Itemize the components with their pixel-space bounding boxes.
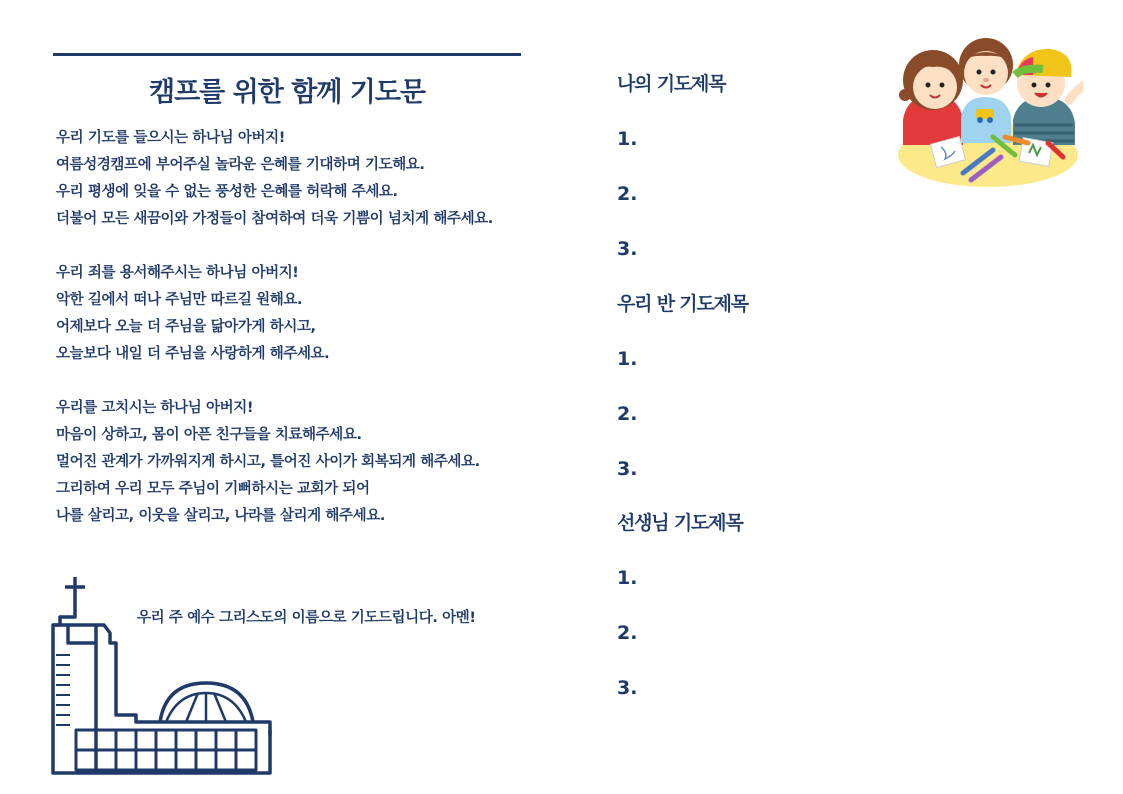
prayer-line: 어제보다 오늘 더 주님을 닮아가게 하시고, [56,319,316,335]
prayer-item: 1. [617,128,638,150]
prayer-paragraph-3 [56,395,556,530]
section-title: 나의 기도제목 [617,73,726,95]
kids-illustration [893,25,1083,199]
class-prayer-section [617,291,748,482]
prayer-line: 나를 살리고, 이웃을 살리고, 나라를 살리게 해주세요. [56,508,385,524]
prayer-line: 우리를 고치시는 하나님 아버지! [56,400,254,416]
title-rule [53,53,521,56]
prayer-item: 1. [617,567,638,589]
prayer-line: 멀어진 관계가 가까워지게 하시고, 틀어진 사이가 회복되게 해주세요. [56,454,480,470]
prayer-item: 1. [617,348,638,370]
prayer-paragraph-1 [56,125,556,233]
prayer-line: 마음이 상하고, 몸이 아픈 친구들을 치료해주세요. [56,427,362,443]
page-title: 캠프를 위한 함께 기도문 [148,77,426,108]
my-prayer-section [617,71,725,262]
prayer-item: 2. [617,183,638,205]
section-title: 선생님 기도제목 [617,512,743,534]
prayer-item: 2. [617,403,638,425]
prayer-line: 그리하여 우리 모두 주님이 기뻐하시는 교회가 되어 [56,481,370,497]
prayer-item: 3. [617,458,638,480]
prayer-text [56,125,556,557]
prayer-item: 3. [617,677,638,699]
prayer-line: 오늘보다 내일 더 주님을 사랑하게 해주세요. [56,346,330,362]
closing-line: 우리 주 예수 그리스도의 이름으로 기도드립니다. 아멘! [137,610,476,626]
prayer-line: 우리 죄를 용서해주시는 하나님 아버지! [56,265,299,281]
church-illustration [48,575,273,784]
prayer-line: 여름성경캠프에 부어주실 놀라운 은혜를 기대하며 기도해요. [56,157,425,173]
prayer-line: 더불어 모든 새끔이와 가정들이 참여하여 더욱 기쁨이 넘치게 해주세요. [56,211,493,227]
section-title: 우리 반 기도제목 [617,293,748,315]
prayer-item: 2. [617,622,638,644]
prayer-item: 3. [617,238,638,260]
teacher-prayer-section [617,510,743,701]
prayer-line: 악한 길에서 떠나 주님만 따르길 원해요. [56,292,303,308]
prayer-line: 우리 평생에 잊을 수 없는 풍성한 은혜를 허락해 주세요. [56,184,398,200]
prayer-paragraph-2 [56,260,556,368]
prayer-line: 우리 기도를 들으시는 하나님 아버지! [56,130,285,146]
